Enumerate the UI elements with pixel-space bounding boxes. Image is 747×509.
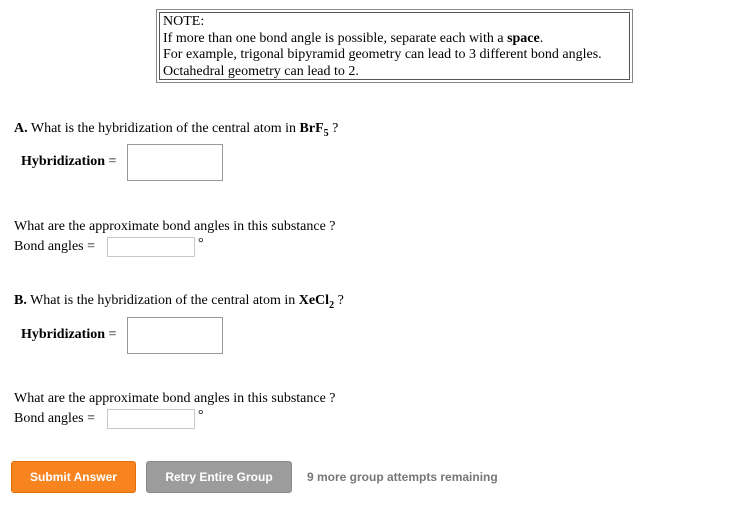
question-b-angles-question: What are the approximate bond angles in this substance ? [14, 391, 336, 406]
question-a-angles-input[interactable] [107, 237, 195, 257]
question-a-formula-main: BrF [299, 121, 324, 136]
note-line-1-prefix: If more than one bond angle is possible, separate each with a [163, 30, 508, 46]
question-b-angles-equals: = [87, 411, 96, 426]
question-a-prefix: A. [14, 121, 28, 136]
question-a-formula-sub: 5 [323, 127, 329, 139]
question-b-suffix: ? [334, 293, 344, 308]
note-line-3: Octahedral geometry can lead to 2. [163, 63, 359, 79]
question-a-title [14, 121, 338, 139]
question-a-formula [299, 121, 329, 139]
note-title: NOTE: [163, 14, 205, 29]
question-a-angles-equals: = [87, 239, 96, 254]
question-b-formula-sub: 2 [329, 299, 335, 311]
question-b-degree-symbol: ° [198, 408, 204, 423]
note-line-1 [163, 31, 626, 48]
question-b-hybridization-equals: = [108, 327, 117, 342]
question-a-hybridization-label-text: Hybridization [21, 154, 106, 169]
note-line-2: For example, trigonal bipyramid geometry can lead to 3 different bond angles. [163, 47, 602, 62]
question-b-formula-main: XeCl [298, 293, 330, 308]
question-a-angles-label [14, 239, 95, 255]
question-b-title [14, 293, 344, 311]
note-line-1-bold: space [507, 30, 540, 46]
submit-answer-button[interactable]: Submit Answer [11, 461, 136, 493]
question-a-hybridization-input[interactable] [127, 144, 223, 181]
question-a-text: What is the hybridization of the central atom in [27, 121, 300, 136]
question-a-degree-symbol: ° [198, 236, 204, 251]
question-a-suffix: ? [328, 121, 339, 136]
question-b-prefix: B. [14, 293, 27, 308]
question-b-hybridization-input[interactable] [127, 317, 223, 354]
question-b-angles-input[interactable] [107, 409, 195, 429]
note-line-1-suffix: . [539, 30, 544, 46]
question-b-hybridization-label [21, 327, 116, 343]
question-b-angles-label-text: Bond angles [14, 411, 84, 426]
question-a-angles-label-text: Bond angles [14, 239, 84, 254]
question-a-hybridization-equals: = [108, 154, 117, 169]
retry-entire-group-button[interactable]: Retry Entire Group [146, 461, 292, 493]
question-b-formula [298, 293, 335, 311]
question-b-hybridization-label-text: Hybridization [21, 327, 106, 342]
note-content [159, 12, 630, 80]
question-a-angles-question: What are the approximate bond angles in this substance ? [14, 219, 336, 234]
question-a-hybridization-label [21, 154, 116, 170]
attempts-remaining-text: 9 more group attempts remaining [307, 470, 498, 484]
question-b-angles-label [14, 411, 95, 427]
question-b-text: What is the hybridization of the central atom in [26, 293, 299, 308]
note-box [156, 9, 633, 83]
